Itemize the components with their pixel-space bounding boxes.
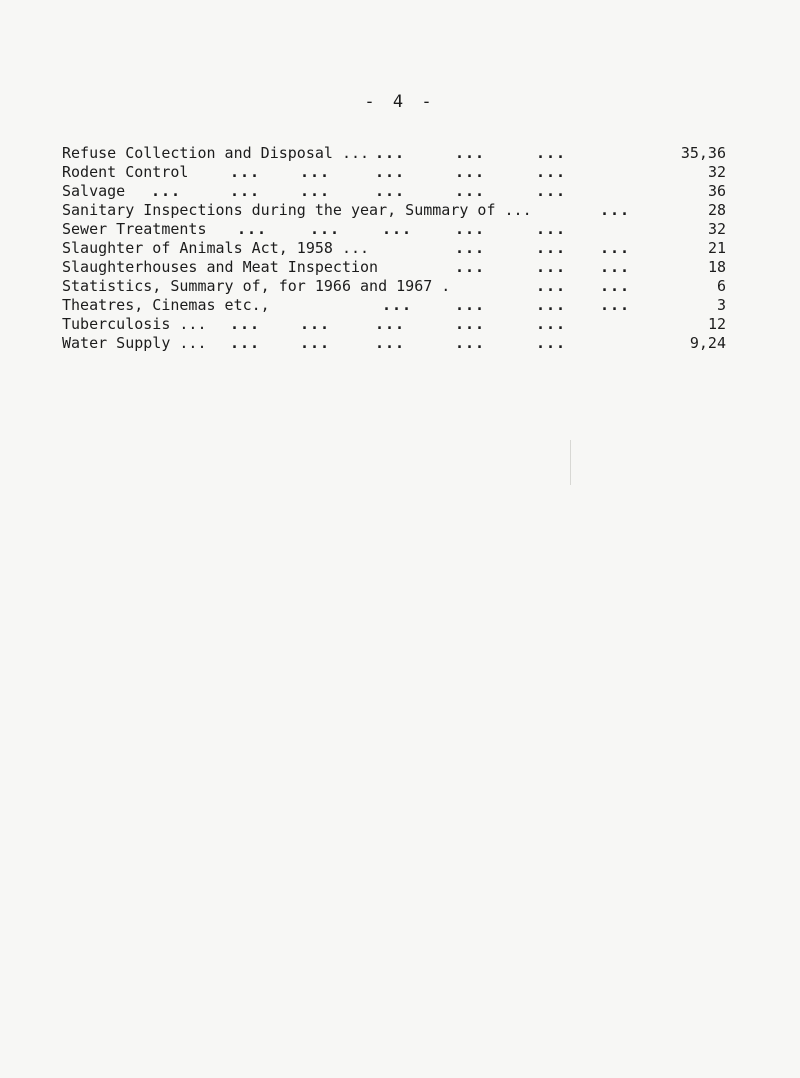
dot-leader: ... — [382, 296, 413, 314]
entry-page-ref: 28 — [707, 201, 726, 219]
dot-leader: ... — [600, 239, 631, 257]
dot-leader: ... — [536, 239, 567, 257]
entry-page-ref: 35,36 — [680, 144, 726, 162]
page-number: - 4 - — [364, 92, 436, 112]
dot-leader: ... — [536, 296, 567, 314]
index-entry — [62, 182, 726, 201]
dot-leader: ... — [230, 163, 261, 181]
index-entry — [62, 334, 726, 353]
entry-page-ref: 9,24 — [689, 334, 726, 352]
dot-leader: ... — [536, 220, 567, 238]
dot-leader: ... — [455, 239, 486, 257]
entry-label: Slaughterhouses and Meat Inspection — [62, 258, 379, 276]
dot-leader: ... — [375, 182, 406, 200]
dot-leader: ... — [151, 182, 182, 200]
dot-leader: ... — [300, 334, 331, 352]
index-entry — [62, 296, 726, 315]
dot-leader: ... — [536, 163, 567, 181]
index-entry — [62, 201, 726, 220]
entry-label: Theatres, Cinemas etc., — [62, 296, 270, 314]
entry-label: Rodent Control — [62, 163, 189, 181]
dot-leader: ... — [536, 258, 567, 276]
index-entry — [62, 315, 726, 334]
dot-leader: ... — [375, 144, 406, 162]
entry-page-ref: 32 — [707, 163, 726, 181]
dot-leader: ... — [536, 315, 567, 333]
entry-label: Tuberculosis ... — [62, 315, 207, 333]
dot-leader: ... — [455, 296, 486, 314]
entry-page-ref: 18 — [707, 258, 726, 276]
entry-label: Slaughter of Animals Act, 1958 ... — [62, 239, 370, 257]
entry-page-ref: 3 — [716, 296, 726, 314]
dot-leader: ... — [455, 220, 486, 238]
index-entry — [62, 144, 726, 163]
entry-label: Refuse Collection and Disposal ... — [62, 144, 370, 162]
dot-leader: ... — [300, 315, 331, 333]
dot-leader: ... — [455, 182, 486, 200]
index-entry — [62, 163, 726, 182]
dot-leader: ... — [536, 334, 567, 352]
dot-leader: ... — [600, 258, 631, 276]
dot-leader: ... — [237, 220, 268, 238]
dot-leader: ... — [375, 315, 406, 333]
dot-leader: ... — [455, 334, 486, 352]
entry-page-ref: 6 — [716, 277, 726, 295]
entry-page-ref: 12 — [707, 315, 726, 333]
entry-page-ref: 36 — [707, 182, 726, 200]
dot-leader: ... — [230, 182, 261, 200]
entry-label: Sewer Treatments — [62, 220, 207, 238]
dot-leader: ... — [310, 220, 341, 238]
entry-page-ref: 32 — [707, 220, 726, 238]
dot-leader: ... — [300, 163, 331, 181]
entry-label: Statistics, Summary of, for 1966 and 1967 . — [62, 277, 451, 295]
index-entry — [62, 239, 726, 258]
index-entry — [62, 277, 726, 296]
paper-crease — [570, 440, 571, 485]
dot-leader: ... — [455, 315, 486, 333]
dot-leader: ... — [230, 315, 261, 333]
index-list — [62, 144, 726, 353]
entry-label: Water Supply ... — [62, 334, 207, 352]
dot-leader: ... — [536, 277, 567, 295]
entry-label: Salvage — [62, 182, 126, 200]
dot-leader: ... — [536, 144, 567, 162]
index-entry — [62, 220, 726, 239]
dot-leader: ... — [600, 296, 631, 314]
dot-leader: ... — [300, 182, 331, 200]
dot-leader: ... — [600, 201, 631, 219]
dot-leader: ... — [455, 163, 486, 181]
dot-leader: ... — [375, 163, 406, 181]
dot-leader: ... — [455, 144, 486, 162]
index-entry — [62, 258, 726, 277]
dot-leader: ... — [382, 220, 413, 238]
entry-label: Sanitary Inspections during the year, Summary of ... — [62, 201, 532, 219]
entry-page-ref: 21 — [707, 239, 726, 257]
dot-leader: ... — [230, 334, 261, 352]
dot-leader: ... — [375, 334, 406, 352]
dot-leader: ... — [455, 258, 486, 276]
dot-leader: ... — [536, 182, 567, 200]
dot-leader: ... — [600, 277, 631, 295]
